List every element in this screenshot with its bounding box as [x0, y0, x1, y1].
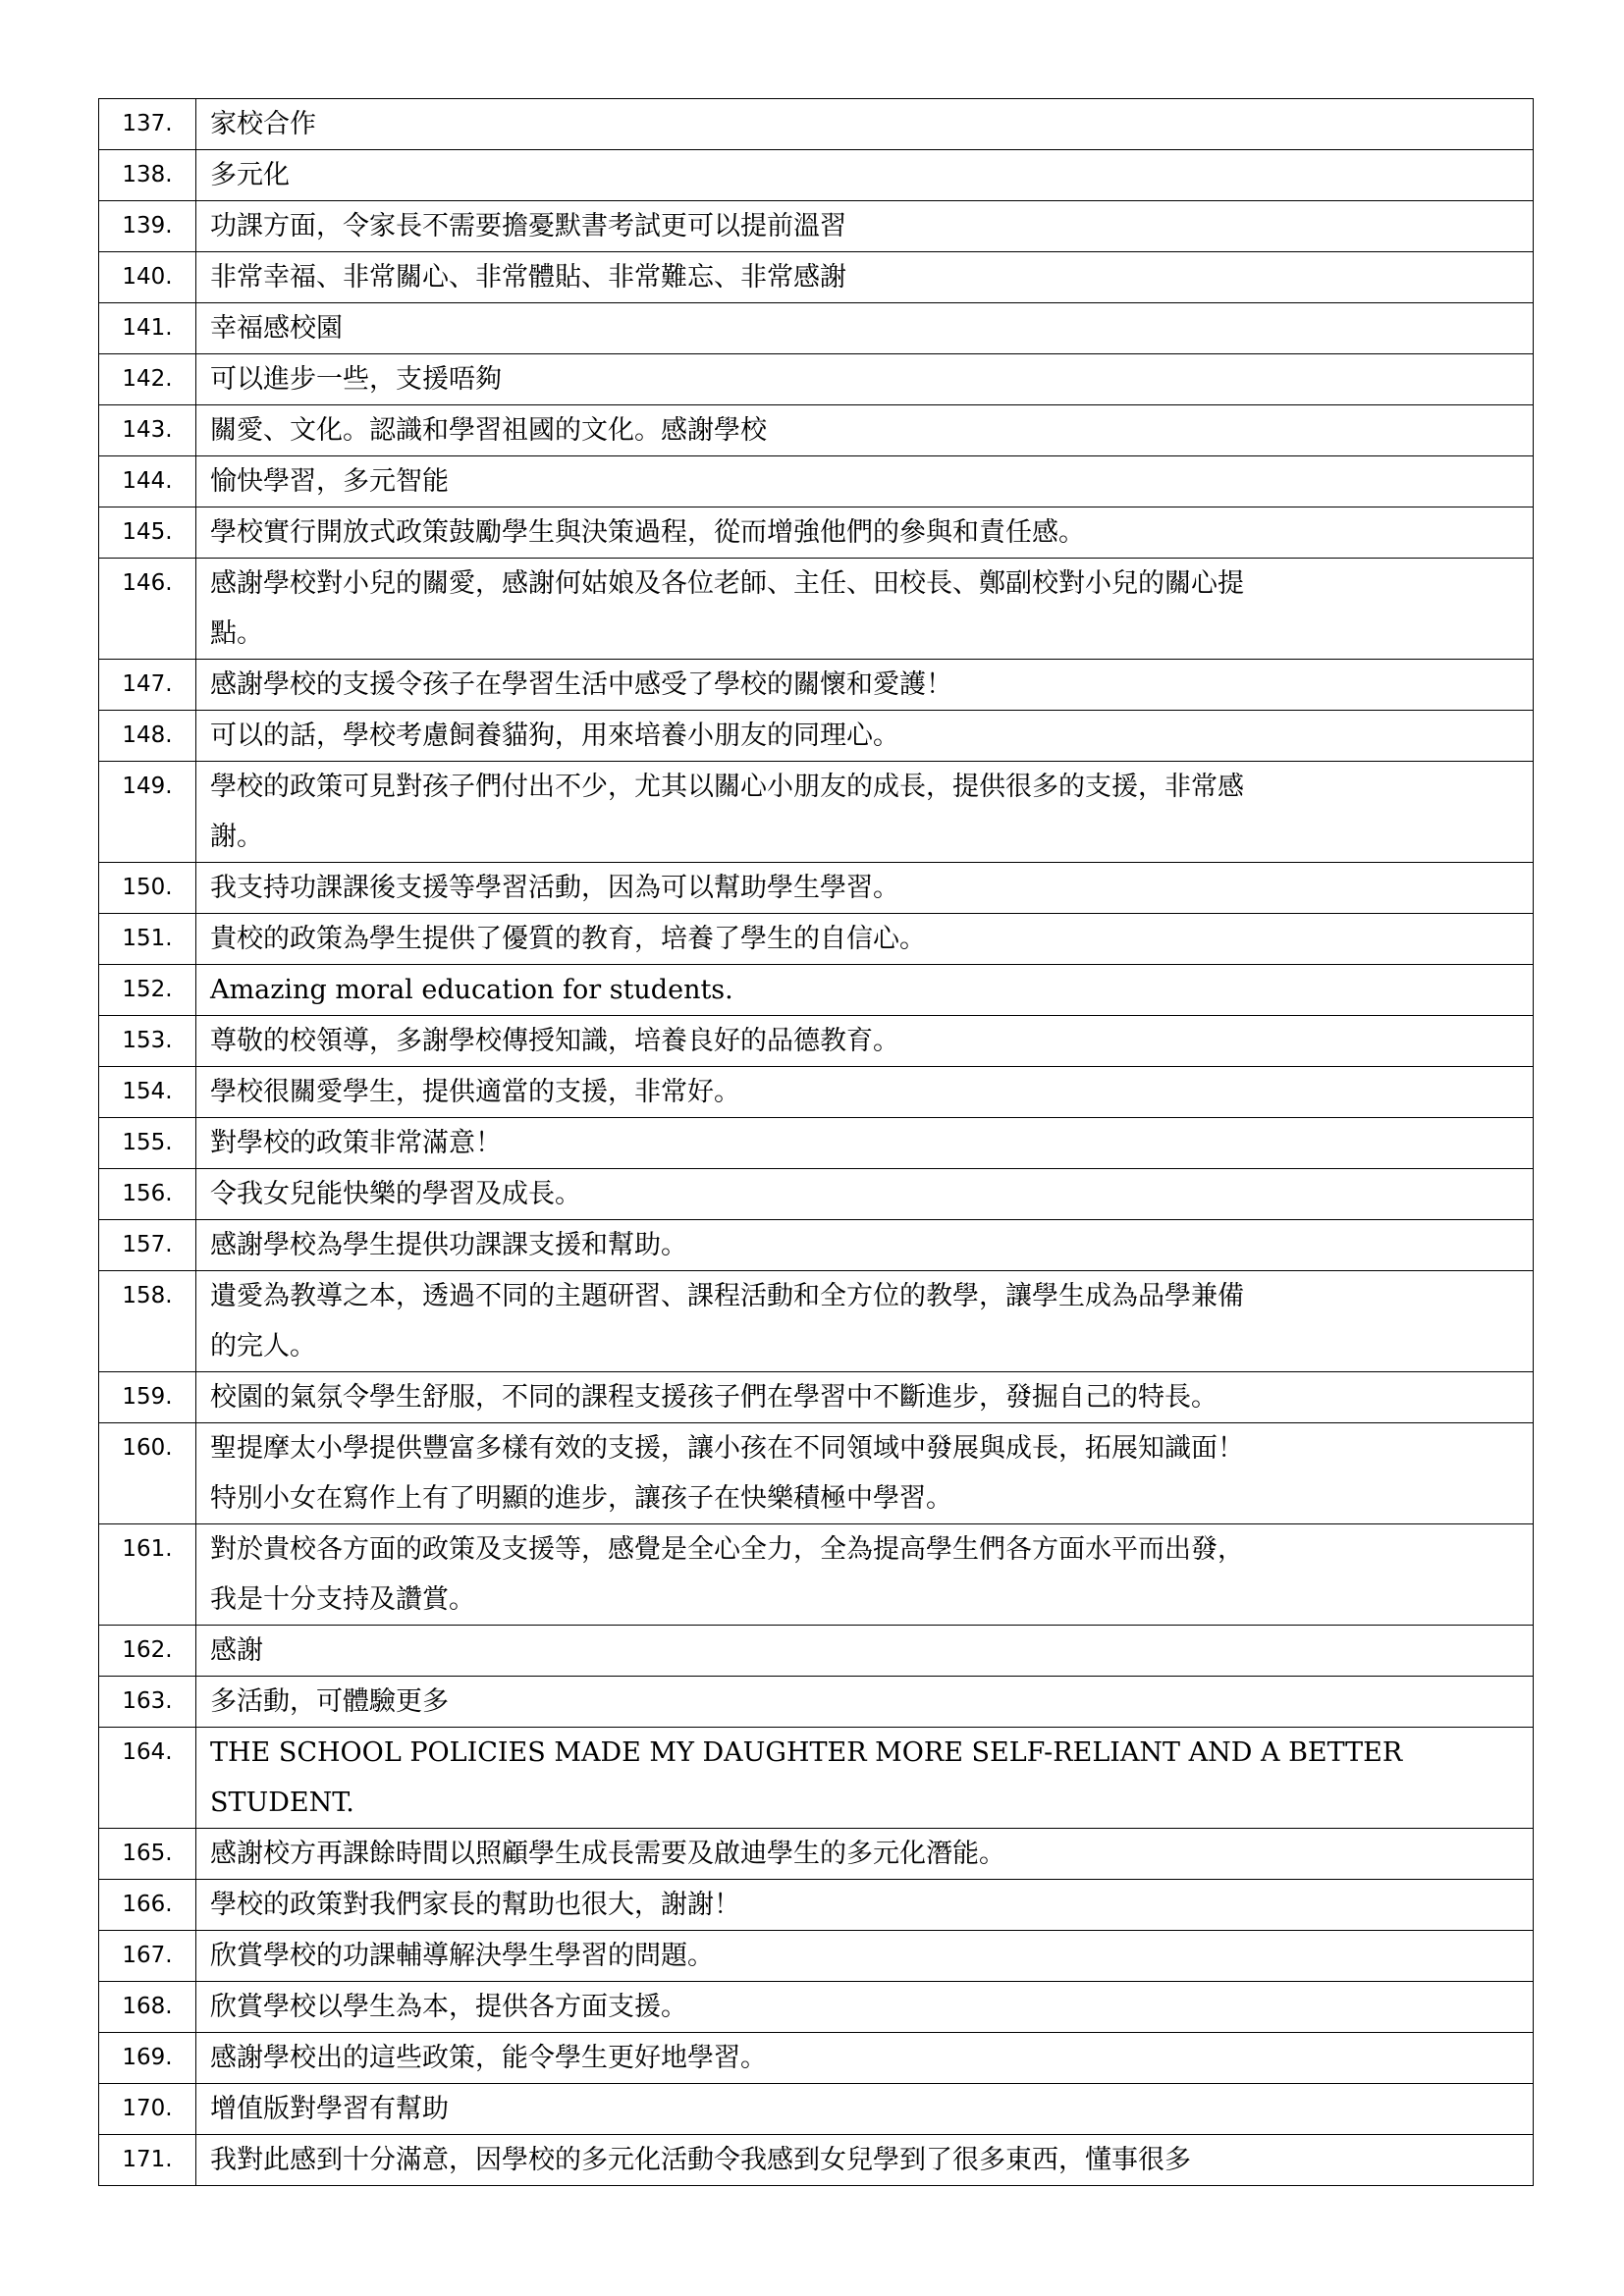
comment-cell — [196, 1169, 1534, 1220]
comment-line: 學校的政策可見對孩子們付出不少，尤其以關心小朋友的成長，提供很多的支援，非常感 — [210, 772, 1244, 802]
comment-cell — [196, 965, 1534, 1016]
comment-line: 學校很關愛學生，提供適當的支援，非常好。 — [210, 1077, 740, 1107]
comment-line: 功課方面，令家長不需要擔憂默書考試更可以提前溫習 — [210, 211, 846, 241]
comment-line: 我對此感到十分滿意，因學校的多元化活動令我感到女兒學到了很多東西，懂事很多 — [210, 2145, 1191, 2175]
comment-line: 貴校的政策為學生提供了優質的教育，培養了學生的自信心。 — [210, 924, 926, 954]
comment-line: 聖提摩太小學提供豐富多樣有效的支援，讓小孩在不同領域中發展與成長，拓展知識面！ — [210, 1433, 1244, 1464]
row-number: 161. — [99, 1524, 196, 1626]
row-number: 160. — [99, 1423, 196, 1524]
table-row — [99, 1067, 1534, 1118]
row-number: 164. — [99, 1728, 196, 1829]
comment-cell — [196, 1626, 1534, 1677]
row-number: 148. — [99, 711, 196, 762]
row-number: 150. — [99, 863, 196, 914]
comment-line: 的完人。 — [210, 1331, 316, 1362]
comment-cell — [196, 1423, 1534, 1524]
comment-line: 對於貴校各方面的政策及支援等，感覺是全心全力，全為提高學生們各方面水平而出發， — [210, 1534, 1244, 1565]
table-row — [99, 1118, 1534, 1169]
comment-cell — [196, 711, 1534, 762]
row-number: 163. — [99, 1677, 196, 1728]
comment-line: 欣賞學校的功課輔導解決學生學習的問題。 — [210, 1941, 714, 1971]
table-row — [99, 405, 1534, 456]
row-number: 154. — [99, 1067, 196, 1118]
comment-cell — [196, 1728, 1534, 1829]
comments-table — [98, 98, 1534, 2186]
table-row — [99, 201, 1534, 252]
row-number: 167. — [99, 1931, 196, 1982]
comment-cell — [196, 1677, 1534, 1728]
table-row — [99, 1372, 1534, 1423]
table-row — [99, 1880, 1534, 1931]
comment-line: Amazing moral education for students. — [210, 975, 733, 1005]
table-row — [99, 1677, 1534, 1728]
comment-cell — [196, 559, 1534, 660]
comment-cell — [196, 99, 1534, 150]
table-row — [99, 1931, 1534, 1982]
comment-cell — [196, 1067, 1534, 1118]
row-number: 159. — [99, 1372, 196, 1423]
comment-line: 感謝學校為學生提供功課課支援和幫助。 — [210, 1230, 687, 1260]
row-number: 152. — [99, 965, 196, 1016]
table-row — [99, 559, 1534, 660]
comment-cell — [196, 1220, 1534, 1271]
row-number: 170. — [99, 2084, 196, 2135]
table-row — [99, 2084, 1534, 2135]
comment-line: 謝。 — [210, 822, 263, 852]
row-number: 147. — [99, 660, 196, 711]
comment-cell — [196, 2033, 1534, 2084]
row-number: 153. — [99, 1016, 196, 1067]
comment-line: 增值版對學習有幫助 — [210, 2094, 449, 2124]
table-row — [99, 762, 1534, 863]
comment-cell — [196, 914, 1534, 965]
table-row — [99, 99, 1534, 150]
row-number: 149. — [99, 762, 196, 863]
table-row — [99, 863, 1534, 914]
comment-line: 感謝學校對小兒的關愛，感謝何姑娘及各位老師、主任、田校長、鄭副校對小兒的關心提 — [210, 568, 1244, 599]
table-row — [99, 965, 1534, 1016]
comment-cell — [196, 863, 1534, 914]
comment-line: 愉快學習，多元智能 — [210, 466, 449, 497]
row-number: 142. — [99, 354, 196, 405]
comment-cell — [196, 507, 1534, 559]
comment-cell — [196, 1271, 1534, 1372]
table-row — [99, 1626, 1534, 1677]
comment-line: 令我女兒能快樂的學習及成長。 — [210, 1179, 581, 1209]
row-number: 151. — [99, 914, 196, 965]
table-row — [99, 354, 1534, 405]
comment-cell — [196, 1982, 1534, 2033]
row-number: 139. — [99, 201, 196, 252]
comment-line: 我支持功課課後支援等學習活動，因為可以幫助學生學習。 — [210, 873, 899, 903]
row-number: 140. — [99, 252, 196, 303]
comment-line: 我是十分支持及讚賞。 — [210, 1584, 475, 1615]
comment-line: 感謝校方再課餘時間以照顧學生成長需要及啟迪學生的多元化潛能。 — [210, 1839, 1005, 1869]
table-row — [99, 150, 1534, 201]
comment-line: 對學校的政策非常滿意！ — [210, 1128, 502, 1158]
comment-cell — [196, 150, 1534, 201]
comment-line: 學校實行開放式政策鼓勵學生與決策過程，從而增強他們的參與和責任感。 — [210, 517, 1085, 548]
comment-cell — [196, 303, 1534, 354]
comment-cell — [196, 660, 1534, 711]
table-row — [99, 303, 1534, 354]
table-row — [99, 914, 1534, 965]
comment-line: 關愛、文化。認識和學習祖國的文化。感謝學校 — [210, 415, 767, 446]
comment-line: STUDENT. — [210, 1788, 354, 1818]
row-number: 171. — [99, 2135, 196, 2186]
comment-line: 幸福感校園 — [210, 313, 343, 344]
table-row — [99, 1169, 1534, 1220]
row-number: 138. — [99, 150, 196, 201]
table-row — [99, 1271, 1534, 1372]
row-number: 165. — [99, 1829, 196, 1880]
comment-line: 感謝 — [210, 1635, 263, 1666]
table-row — [99, 1728, 1534, 1829]
comment-line: 家校合作 — [210, 109, 316, 139]
comment-line: 特別小女在寫作上有了明顯的進步，讓孩子在快樂積極中學習。 — [210, 1483, 952, 1514]
comment-cell — [196, 201, 1534, 252]
table-row — [99, 1829, 1534, 1880]
row-number: 143. — [99, 405, 196, 456]
comment-cell — [196, 2135, 1534, 2186]
comment-line: 遺愛為教導之本，透過不同的主題研習、課程活動和全方位的教學，讓學生成為品學兼備 — [210, 1281, 1244, 1311]
comment-cell — [196, 1372, 1534, 1423]
comment-cell — [196, 2084, 1534, 2135]
comments-table-body — [99, 99, 1534, 2186]
row-number: 144. — [99, 456, 196, 507]
comment-line: 非常幸福、非常關心、非常體貼、非常難忘、非常感謝 — [210, 262, 846, 293]
comment-line: 感謝學校出的這些政策，能令學生更好地學習。 — [210, 2043, 767, 2073]
comment-line: 多元化 — [210, 160, 290, 190]
comment-line: 校園的氣氛令學生舒服，不同的課程支援孩子們在學習中不斷進步，發掘自己的特長。 — [210, 1382, 1218, 1413]
table-row — [99, 1016, 1534, 1067]
comment-cell — [196, 252, 1534, 303]
row-number: 137. — [99, 99, 196, 150]
comment-cell — [196, 405, 1534, 456]
row-number: 158. — [99, 1271, 196, 1372]
comment-line: 多活動，可體驗更多 — [210, 1686, 449, 1717]
comment-cell — [196, 1829, 1534, 1880]
row-number: 141. — [99, 303, 196, 354]
table-row — [99, 2135, 1534, 2186]
table-row — [99, 2033, 1534, 2084]
comment-line: 尊敬的校領導，多謝學校傳授知識，培養良好的品德教育。 — [210, 1026, 899, 1056]
table-row — [99, 252, 1534, 303]
comment-cell — [196, 456, 1534, 507]
comment-cell — [196, 1931, 1534, 1982]
comment-cell — [196, 762, 1534, 863]
comment-line: 可以的話，學校考慮飼養貓狗，用來培養小朋友的同理心。 — [210, 721, 899, 751]
comment-line: 感謝學校的支援令孩子在學習生活中感受了學校的關懷和愛護！ — [210, 669, 952, 700]
row-number: 168. — [99, 1982, 196, 2033]
table-row — [99, 1220, 1534, 1271]
row-number: 155. — [99, 1118, 196, 1169]
table-row — [99, 1524, 1534, 1626]
table-row — [99, 1423, 1534, 1524]
table-row — [99, 660, 1534, 711]
comment-line: 學校的政策對我們家長的幫助也很大，謝謝！ — [210, 1890, 740, 1920]
row-number: 146. — [99, 559, 196, 660]
comment-cell — [196, 1524, 1534, 1626]
row-number: 162. — [99, 1626, 196, 1677]
table-row — [99, 507, 1534, 559]
comment-cell — [196, 1118, 1534, 1169]
comment-line: THE SCHOOL POLICIES MADE MY DAUGHTER MORE SELF-RELIANT AND A BETTER — [210, 1737, 1403, 1768]
comment-cell — [196, 354, 1534, 405]
table-row — [99, 711, 1534, 762]
table-row — [99, 1982, 1534, 2033]
comment-cell — [196, 1880, 1534, 1931]
row-number: 156. — [99, 1169, 196, 1220]
row-number: 157. — [99, 1220, 196, 1271]
comment-line: 欣賞學校以學生為本，提供各方面支援。 — [210, 1992, 687, 2022]
row-number: 169. — [99, 2033, 196, 2084]
row-number: 166. — [99, 1880, 196, 1931]
table-row — [99, 456, 1534, 507]
row-number: 145. — [99, 507, 196, 559]
comment-line: 可以進步一些，支援唔夠 — [210, 364, 502, 395]
comment-line: 點。 — [210, 618, 263, 649]
comment-cell — [196, 1016, 1534, 1067]
